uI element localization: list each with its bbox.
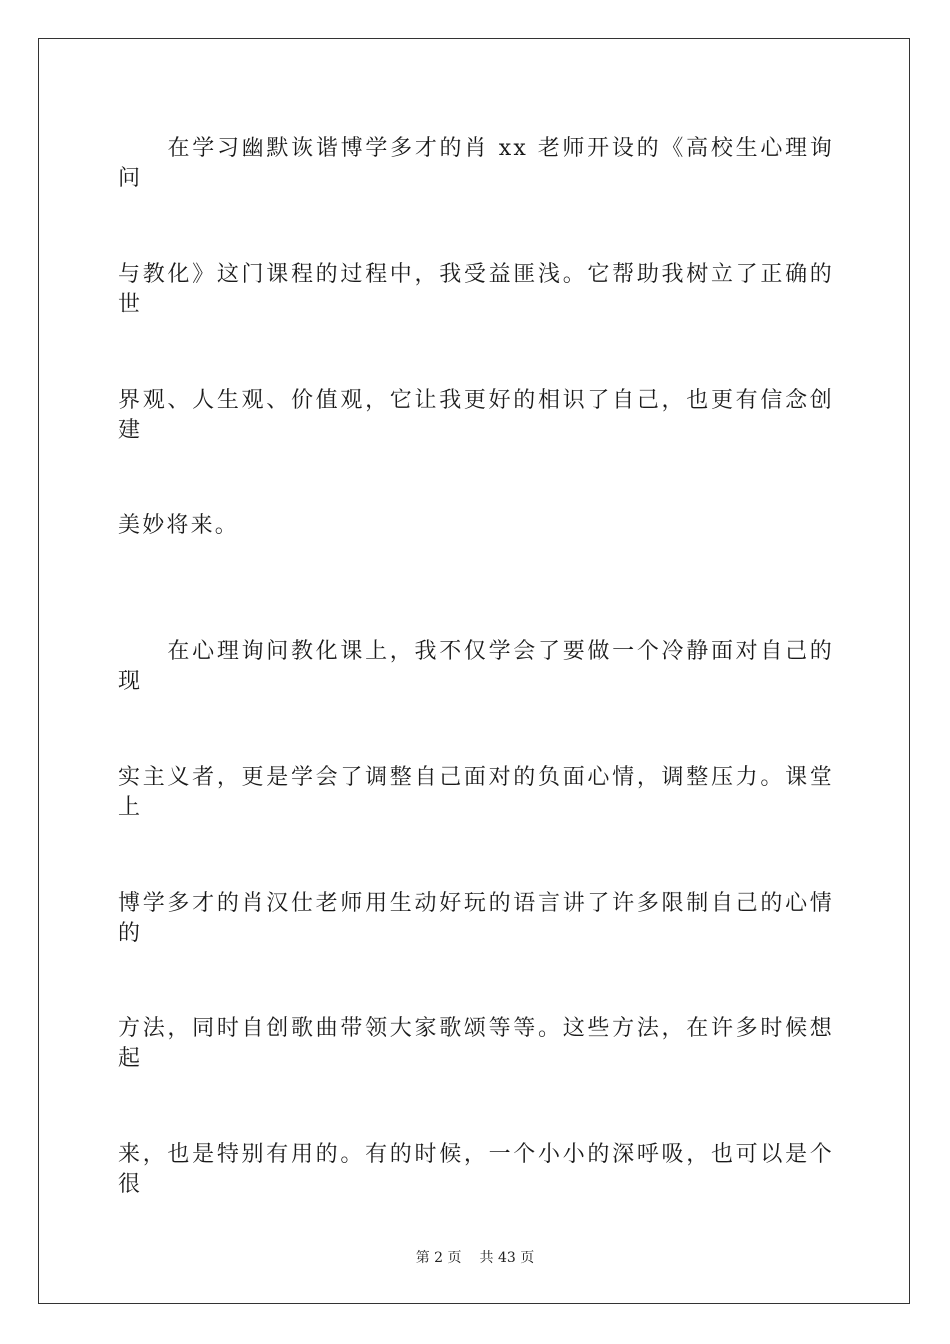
text-line: 来，也是特别有用的。有的时候，一个小小的深呼吸，也可以是个很 <box>118 1142 834 1197</box>
text-line: 博学多才的肖汉仕老师用生动好玩的语言讲了许多限制自己的心情的 <box>118 891 834 946</box>
text-line: 实主义者，更是学会了调整自己面对的负面心情，调整压力。课堂上 <box>118 765 834 820</box>
page-footer <box>0 1248 950 1268</box>
text-line: 美妙将来。 <box>118 513 240 538</box>
text-line: 与教化》这门课程的过程中，我受益匪浅。它帮助我树立了正确的世 <box>118 262 834 317</box>
text-line: 方法，同时自创歌曲带领大家歌颂等等。这些方法，在许多时候想起 <box>118 1016 834 1071</box>
text-line: 在心理询问教化课上，我不仅学会了要做一个冷静面对自己的现 <box>118 639 834 694</box>
page-number: 第 2 页 <box>415 1250 462 1266</box>
page-total: 共 43 页 <box>479 1250 535 1266</box>
text-line: 在学习幽默诙谐博学多才的肖 xx 老师开设的《高校生心理询问 <box>118 136 834 191</box>
text-line: 界观、人生观、价值观，它让我更好的相识了自己，也更有信念创建 <box>118 388 834 443</box>
